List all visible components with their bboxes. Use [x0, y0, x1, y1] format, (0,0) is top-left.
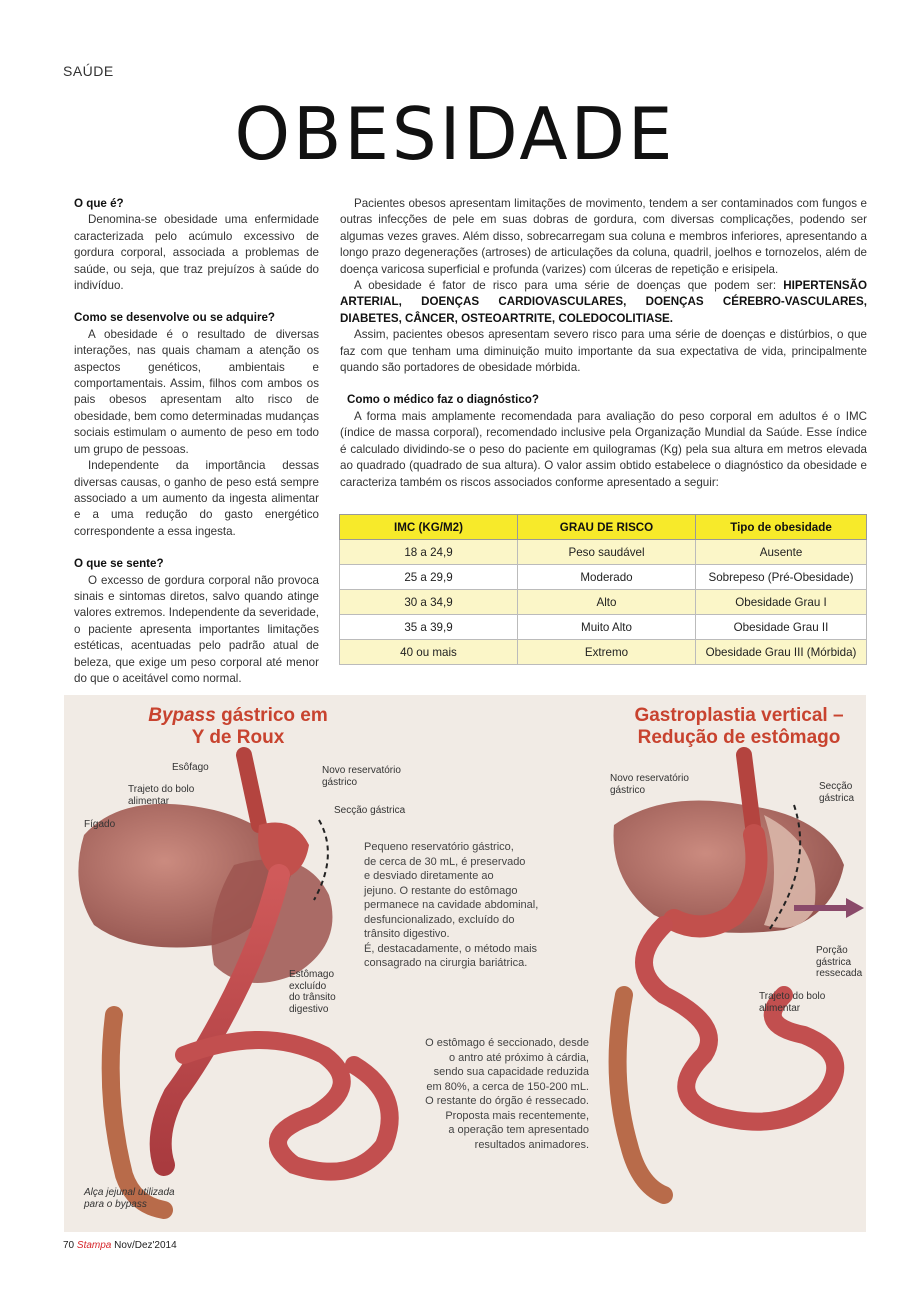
question-heading: O que se sente?: [74, 557, 164, 571]
question-heading: Como se desenvolve ou se adquire?: [74, 311, 276, 325]
right-column: [340, 196, 867, 491]
table-cell: 35 a 39,9: [340, 615, 518, 640]
paragraph: A obesidade é o resultado de diversas interações, nas quais chamam a atenção os aspectos genéticos, ambientais e comportamentais. Assim, filhos com ambos os pais obesos apresentam alto risco de obesidade, bem como determinadas mudanças sociais estimulam o aumento de peso em todo um grupo de pessoas.: [74, 327, 319, 456]
table-row: [340, 615, 867, 640]
page-number: 70: [63, 1240, 75, 1251]
table-row: [340, 590, 867, 615]
small-intestine-left: [184, 1040, 390, 1172]
paragraph: [340, 278, 867, 327]
table-cell: Moderado: [518, 565, 696, 590]
label-liver: Fígado: [84, 819, 116, 830]
bypass-caption: Pequeno reservatório gástrico, de cerca de 30 mL, é preservado e desviado diretamente ao jejuno. O restante do estômago permanece na cavidade abdominal, desfuncionalizado, excluído do trânsito digestivo. É, destacadamente, o método mais consagrado na cirurgia bariátrica.: [364, 841, 539, 969]
label-gastric-section: Secção gástrica: [334, 805, 406, 816]
table-header-row: [340, 515, 867, 540]
table-cell: Muito Alto: [518, 615, 696, 640]
paragraph: Denomina-se obesidade uma enfermidade caracterizada pelo acúmulo excessivo de gordura corporal, associada a problemas de saúde, ou seja, que traz prejuízos à saúde do indivíduo.: [74, 213, 319, 293]
table-cell: Alto: [518, 590, 696, 615]
table-row: [340, 565, 867, 590]
label-esophagus: Esôfago: [172, 762, 209, 773]
gastroplasty-title: Gastroplastia vertical – Redução de estômago: [634, 705, 844, 748]
disease-list: HIPERTENSÃO ARTERIAL, DOENÇAS CARDIOVASCULARES, DOENÇAS CÉREBRO-VASCULARES, DIABETES, CÂNCER, OSTEOARTRITE, COLEDOCOLITIASE.: [340, 279, 867, 325]
gastroplasty-caption: O estômago é seccionado, desde o antro até próximo à cárdia, sendo sua capacidade reduzida em 80%, a cerca de 150-200 mL. O restante do órgão é ressecado. Proposta mais recentemente, a operação tem apresentado resultados animadores.: [425, 1037, 589, 1151]
question-heading: Como o médico faz o diagnóstico?: [347, 393, 539, 407]
table-cell: Extremo: [518, 640, 696, 665]
table-cell: Obesidade Grau II: [696, 615, 867, 640]
colon-right: [618, 995, 664, 1195]
label-resected-part: Porção gástrica ressecada: [816, 945, 863, 979]
label-excluded-stomach: Estômago excluído do trânsito digestivo: [289, 969, 336, 1015]
table-row: [340, 640, 867, 665]
page-footer: [63, 1240, 177, 1251]
table-header: GRAU DE RISCO: [518, 515, 696, 540]
magazine-brand: Stampa: [76, 1240, 112, 1251]
paragraph: O excesso de gordura corporal não provoca sinais e sintomas diretos, salvo quando atinge valores extremos. Independente da severidade, o paciente apresenta importantes limitações estéticas, acentuadas pelo padrão atual de beleza, que exige um peso corporal até menor do que o aceitável como normal.: [74, 573, 319, 685]
paragraph: Independente da importância dessas diversas causas, o ganho de peso está sempre associado a um aumento da ingesta alimentar e a uma redução do gasto energético correspondente a essa ingesta.: [74, 459, 319, 538]
paragraph-lead: A obesidade é fator de risco para uma série de doenças que podem ser:: [354, 279, 784, 293]
paragraph: Pacientes obesos apresentam limitações de movimento, tendem a ser contaminados com fungos e outras infecções de pele em suas dobras de gordura, com diversas complicações, podendo ser algumas vezes graves. Além disso, sobrecarregam sua coluna e membros inferiores, apresentando a longo prazo degenerações (artroses) de articulações da coluna, quadril, joelhos e tornozelos, além de doença varicosa superficial e profunda (varizes) com úlceras de repetição e erisipela.: [340, 197, 867, 276]
table-header: IMC (KG/M2): [340, 515, 518, 540]
surgery-illustration: [64, 695, 866, 1232]
small-intestine-right: [644, 925, 835, 1122]
esophagus-left: [244, 755, 259, 825]
table-row: [340, 540, 867, 565]
issue-date: Nov/Dez'2014: [114, 1240, 177, 1251]
table-cell: 30 a 34,9: [340, 590, 518, 615]
table-cell: 18 a 24,9: [340, 540, 518, 565]
question-heading: O que é?: [74, 197, 124, 210]
arrow-head: [846, 898, 864, 918]
label-jejunal-loop: Alça jejunal utilizada para o bypass: [84, 1187, 175, 1210]
table-cell: Obesidade Grau I: [696, 590, 867, 615]
label-food-path-right: Trajeto do bolo alimentar: [759, 991, 826, 1014]
esophagus-right: [744, 755, 754, 835]
table-cell: Ausente: [696, 540, 867, 565]
table-cell: 25 a 29,9: [340, 565, 518, 590]
paragraph: A forma mais amplamente recomendada para avaliação do peso corporal em adultos é o IMC (índice de massa corporal), recomendado inclusive pela Organização Mundial da Saúde. Esse índice é calculado dividindo-se o peso do paciente em quilogramas (Kg) pela sua altura em metros elevada ao quadrado (quadrado de sua altura). O valor assim obtido estabelece o diagnóstico da obesidade e caracteriza também os riscos associados conforme apresentado a seguir:: [340, 409, 867, 489]
page-title: OBESIDADE: [234, 92, 675, 176]
paragraph: Assim, pacientes obesos apresentam severo risco para uma série de doenças e distúrbios, o que faz com que tenham uma diminuição muito importante da sua expectativa de vida, principalmente quando são portadores de obesidade mórbida.: [340, 328, 867, 375]
bypass-title: Bypass gástrico em Y de Roux: [148, 705, 328, 748]
table-header: Tipo de obesidade: [696, 515, 867, 540]
label-new-pouch: Novo reservatório gástrico: [322, 765, 401, 788]
left-column: [74, 196, 319, 687]
table-cell: Peso saudável: [518, 540, 696, 565]
label-new-pouch-right: Novo reservatório gástrico: [610, 773, 689, 796]
bypass-anatomy: [78, 755, 389, 1210]
imc-table: [339, 514, 867, 665]
table-cell: Obesidade Grau III (Mórbida): [696, 640, 867, 665]
table-cell: Sobrepeso (Pré-Obesidade): [696, 565, 867, 590]
table-cell: 40 ou mais: [340, 640, 518, 665]
section-tag: SAÚDE: [63, 63, 114, 79]
label-food-path: Trajeto do bolo alimentar: [128, 784, 195, 807]
label-gastric-section-right: Secção gástrica: [819, 781, 855, 804]
